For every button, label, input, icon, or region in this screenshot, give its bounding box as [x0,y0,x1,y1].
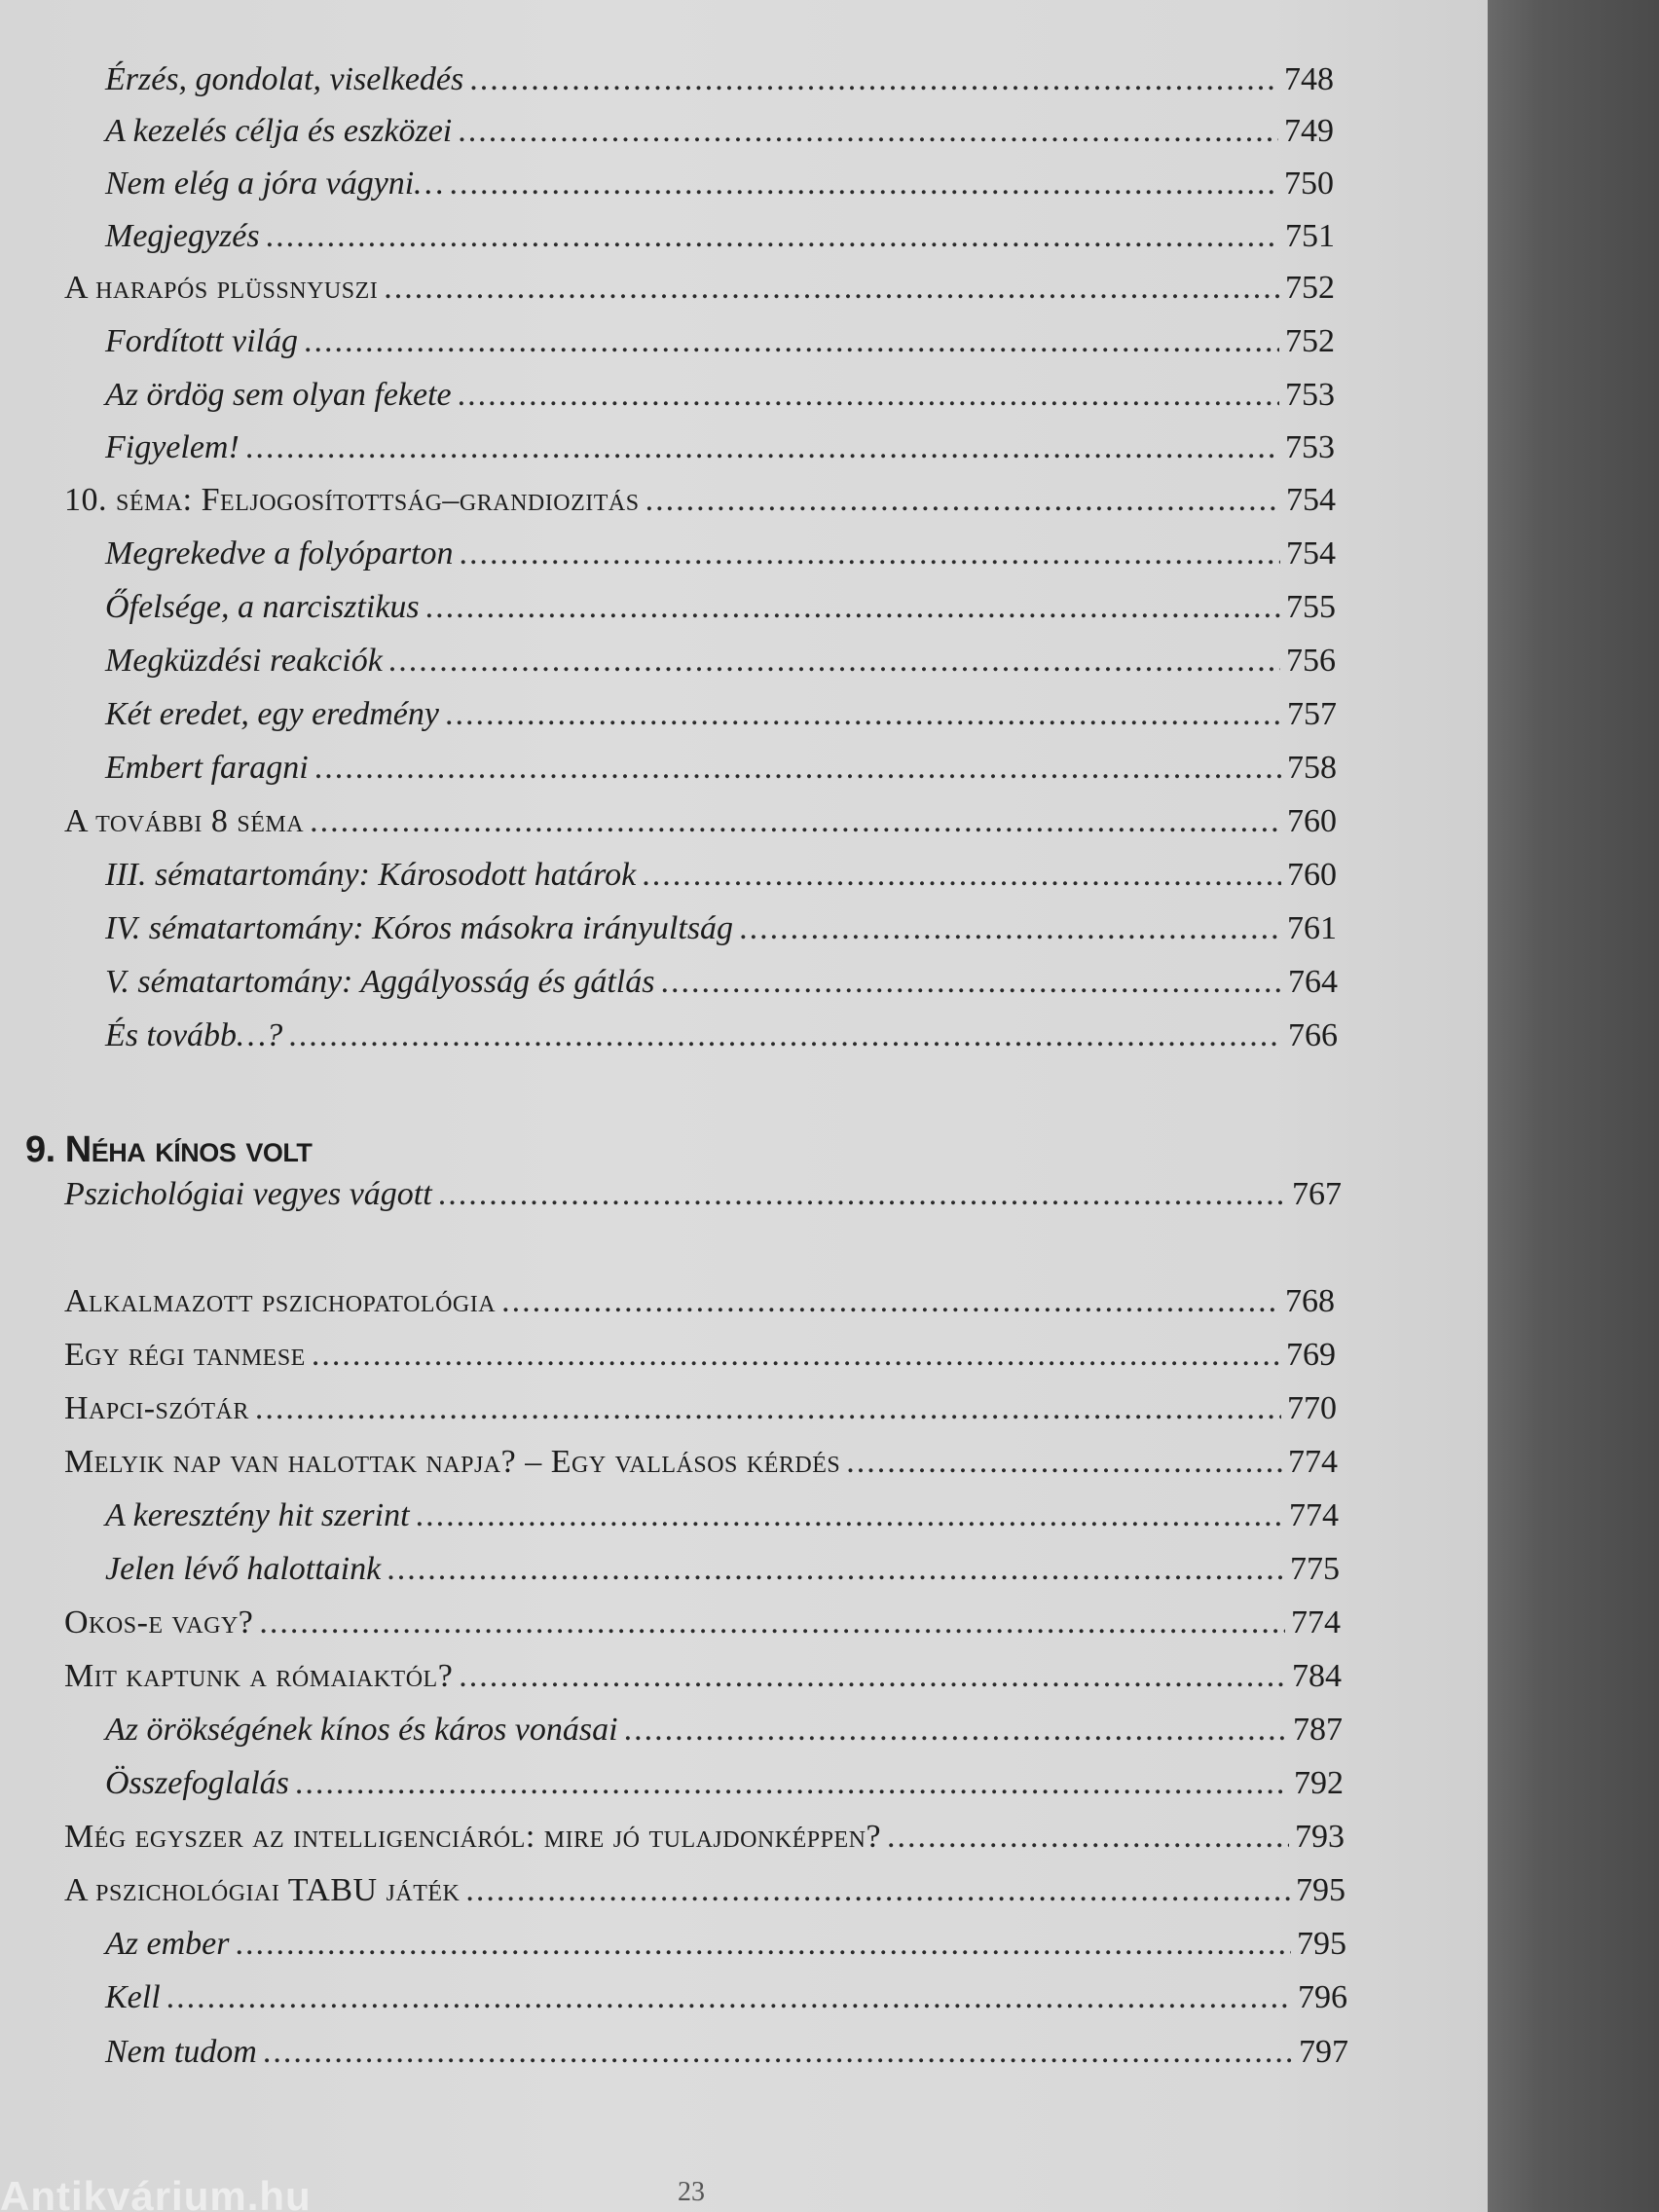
dot-leader [846,1441,1282,1484]
toc-entry [105,153,1334,205]
toc-entry-title: Kell [105,1979,161,2015]
toc-entry-page: 752 [1285,323,1335,359]
dot-leader [384,267,1279,310]
toc-entry [64,791,1337,843]
toc-entry [64,1806,1345,1859]
dot-leader [259,1602,1285,1644]
toc-entry [105,1913,1346,1966]
toc-entry-title: Még egyszer az intelligenciáról: mire jó tulajdonképpen? [64,1819,882,1855]
toc-entry [105,1538,1340,1591]
toc-entry [105,1967,1347,2019]
toc-entry-title: III. sématartomány: Károsodott határok [105,857,637,893]
toc-entry [105,100,1334,153]
dot-leader [459,1655,1286,1698]
toc-entry-page: 750 [1284,166,1334,202]
toc-entry [105,1699,1343,1751]
toc-entry [105,630,1336,682]
toc-entry-page: 787 [1293,1712,1343,1748]
toc-entry-title: A keresztény hit szerint [105,1497,410,1533]
toc-entry [105,683,1337,736]
toc-entry-title: Az ember [105,1926,230,1962]
toc-entry-page: 793 [1295,1819,1345,1855]
dot-leader [739,907,1281,950]
toc-entry-title: Nem elég a jóra vágyni… [105,166,444,202]
toc-entry [105,49,1334,101]
toc-entry-title: Megrekedve a folyóparton [105,535,454,571]
toc-entry-title: Fordított világ [105,323,299,359]
toc-entry-title: Figyelem! [105,429,240,465]
toc-entry-title: A harapós plüssnyuszi [64,270,379,306]
toc-entry-page: 770 [1287,1390,1337,1426]
dot-leader [445,693,1281,736]
toc-entry-page: 752 [1285,270,1335,306]
dot-leader [501,1280,1279,1323]
dot-leader [425,586,1280,629]
dot-leader [245,426,1279,469]
toc-entry-title: Összefoglalás [105,1765,289,1801]
dot-leader [460,533,1281,575]
toc-entry [105,737,1337,790]
toc-entry [105,1005,1338,1057]
toc-entry-page: 751 [1285,218,1335,254]
toc-entry-page: 753 [1285,429,1335,465]
toc-entry-page: 769 [1286,1337,1336,1373]
watermark-text: Antikvárium.hu [0,2173,312,2212]
toc-entry-title: Érzés, gondolat, viselkedés [105,61,464,97]
toc-entry [105,364,1335,417]
toc-entry [64,1860,1346,1912]
toc-entry [64,469,1336,522]
toc-entry [105,898,1337,950]
toc-entry-page: 755 [1286,589,1336,625]
toc-entry [105,205,1335,258]
toc-entry [105,1752,1344,1805]
toc-entry-page: 796 [1298,1979,1347,2015]
toc-entry-title: Két eredet, egy eredmény [105,696,439,732]
dot-leader [166,1976,1292,2019]
toc-entry [105,417,1335,469]
dot-leader [288,1014,1282,1057]
toc-entry-title: Okos-e vagy? [64,1604,254,1641]
toc-entry-title: Őfelsége, a narcisztikus [105,589,420,625]
dot-leader [642,854,1281,897]
page-number: 23 [678,2177,705,2207]
toc-entry [105,1485,1339,1537]
toc-entry-page: 749 [1284,113,1334,149]
toc-entry-title: A kezelés célja és eszközei [105,113,453,149]
dot-leader [465,1869,1290,1912]
dot-leader [235,1923,1291,1966]
dot-leader [624,1709,1287,1751]
toc-entry-title: Mit kaptunk a rómaiaktól? [64,1658,454,1694]
toc-entry-title: Embert faragni [105,750,309,786]
dot-leader [295,1762,1288,1805]
toc-entry-page: 775 [1290,1551,1340,1587]
toc-entry-page: 797 [1299,2034,1348,2070]
toc-entry-page: 768 [1285,1283,1335,1319]
toc-entry-page: 774 [1288,1444,1338,1480]
toc-entry [105,951,1338,1004]
toc-entry-page: 792 [1294,1765,1344,1801]
toc-entry-title: Egy régi tanmese [64,1337,306,1373]
toc-entry [64,1592,1341,1644]
dot-leader [387,1548,1284,1591]
toc-entry-title: V. sématartomány: Aggályosság és gátlás [105,964,655,1000]
dot-leader [314,747,1281,790]
dot-leader [263,2031,1293,2074]
toc-entry-title: IV. sématartomány: Kóros másokra irányultság [105,910,734,946]
toc-entry-page: 766 [1288,1017,1338,1053]
page-edge-shadow [1488,0,1659,2212]
dot-leader [450,163,1279,205]
dot-leader [645,479,1280,522]
dot-leader [310,800,1281,843]
toc-entry-title: Megküzdési reakciók [105,643,383,679]
toc-entry-title: Pszichológiai vegyes vágott [64,1176,432,1212]
dot-leader [660,961,1282,1004]
toc-entry-title: A további 8 séma [64,803,305,839]
toc-entry [105,523,1336,575]
toc-entry [64,1324,1336,1377]
toc-entry-page: 760 [1287,857,1337,893]
toc-entry [64,1378,1337,1430]
toc-entry-title: Megjegyzés [105,218,260,254]
chapter-heading: 9. Néha kínos volt [25,1129,313,1170]
toc-entry-page: 767 [1292,1176,1342,1212]
toc-entry-page: 756 [1286,643,1336,679]
toc-entry-title: A pszichológiai TABU játék [64,1872,461,1908]
dot-leader [416,1494,1283,1537]
toc-entry [64,257,1335,310]
toc-entry-page: 795 [1297,1926,1346,1962]
dot-leader [304,320,1279,363]
toc-entry [64,1271,1335,1323]
toc-entry-title: Az örökségének kínos és káros vonásai [105,1712,618,1748]
toc-entry-title: 10. séma: Feljogosítottság–grandiozitás [64,482,640,518]
toc-entry-title: Jelen lévő halottaink [105,1551,382,1587]
toc-entry [105,311,1335,363]
toc-entry-title: Melyik nap van halottak napja? – Egy vallásos kérdés [64,1444,841,1480]
toc-entry-page: 757 [1287,696,1337,732]
toc-entry [105,2021,1348,2074]
toc-entry-page: 774 [1291,1604,1341,1641]
toc-entry-page: 754 [1286,482,1336,518]
dot-leader [255,1387,1281,1430]
toc-entry-page: 761 [1287,910,1337,946]
toc-entry-title: Nem tudom [105,2034,257,2070]
dot-leader [438,1173,1286,1216]
toc-entry-page: 760 [1287,803,1337,839]
dot-leader [458,374,1279,417]
dot-leader [266,215,1279,258]
toc-entry-page: 795 [1296,1872,1346,1908]
toc-entry-title: És tovább…? [105,1017,283,1053]
toc-entry-title: Alkalmazott pszichopatológia [64,1283,497,1319]
toc-entry [105,576,1336,629]
toc-entry [64,1431,1338,1484]
toc-entry-page: 753 [1285,377,1335,413]
toc-entry [64,1645,1342,1698]
toc-entry-title: Hapci-szótár [64,1390,249,1426]
dot-leader [469,58,1278,101]
toc-entry-title: Az ördög sem olyan fekete [105,377,452,413]
toc-entry-page: 754 [1286,535,1336,571]
dot-leader [312,1334,1280,1377]
toc-entry-page: 748 [1284,61,1334,97]
dot-leader [458,110,1278,153]
toc-entry [105,844,1337,897]
dot-leader [388,640,1280,682]
toc-entry-page: 758 [1287,750,1337,786]
toc-entry-page: 774 [1289,1497,1339,1533]
toc-entry-page: 784 [1292,1658,1342,1694]
dot-leader [887,1816,1289,1859]
toc-entry-page: 764 [1288,964,1338,1000]
